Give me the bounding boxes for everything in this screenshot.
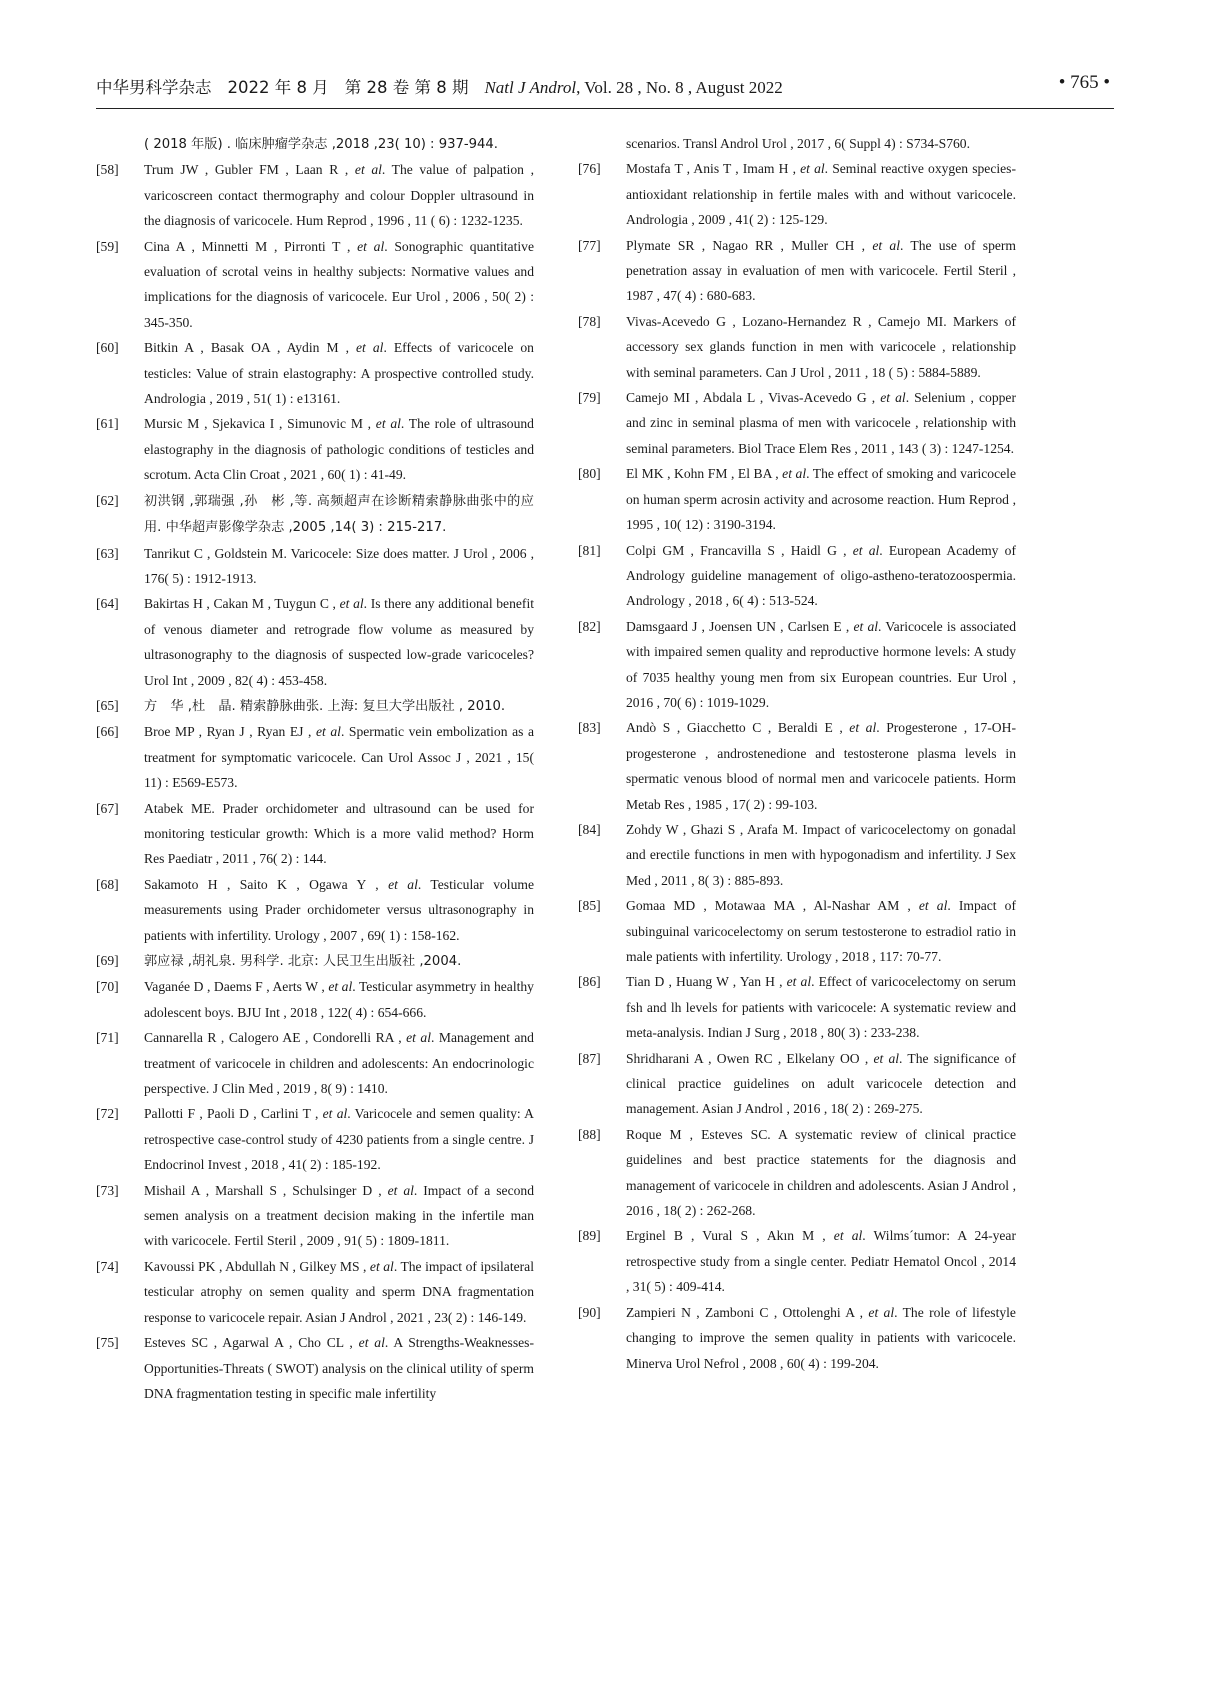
reference-number: [76] [578, 161, 601, 177]
reference-text [626, 817, 1016, 893]
reference-authors: Andò S , Giacchetto C , Beraldi E , [626, 720, 843, 736]
reference-text [144, 872, 534, 948]
right-column [578, 131, 1016, 1376]
reference-entry [96, 693, 534, 719]
reference-number: [79] [578, 390, 601, 406]
reference-number: [69] [96, 953, 119, 968]
reference-number: [89] [578, 1228, 601, 1244]
reference-entry [96, 157, 534, 233]
reference-details: . Effect of varicocelectomy on serum fsh and lh levels for patients with varicocele: A systematic review and meta-analysis. Indian J Surg , 2018 , 80( 3) : 233-238. [626, 974, 1017, 1041]
reference-text [144, 157, 534, 233]
reference-details: . Impact of subinguinal varicocelectomy on serum testosterone to estradiol ratio in male patients with infertility. Urology , 2018 , 117: 70-77. [626, 898, 1016, 964]
reference-et-al: et al [358, 1335, 385, 1351]
reference-number: [88] [578, 1126, 601, 1142]
reference-text [626, 385, 1016, 461]
reference-authors: Esteves SC , Agarwal A , Cho CL , [144, 1335, 353, 1351]
reference-text [144, 1330, 534, 1406]
reference-entry [578, 614, 1016, 716]
reference-et-al: et al [872, 237, 900, 253]
running-header [96, 74, 1114, 109]
reference-et-al: et al [833, 1228, 863, 1244]
reference-authors: Bakirtas H , Cakan M , Tuygun C , [144, 596, 336, 612]
reference-et-al: et al [849, 720, 877, 736]
reference-number: [66] [96, 724, 119, 740]
reference-entry [96, 974, 534, 1025]
reference-et-al: et al [853, 618, 879, 634]
reference-entry [578, 385, 1016, 461]
reference-et-al: et al [786, 974, 812, 990]
reference-authors: Erginel B , Vural S , Akın M , [626, 1228, 826, 1244]
reference-details: Vivas-Acevedo G , Lozano-Hernandez R , Camejo MI. Markers of accessory sex glands function in men with varicocele , relationship with seminal parameters. Can J Urol , 2011 , 18 ( 5) : 5884-5889. [626, 313, 1016, 380]
reference-text [144, 234, 534, 336]
reference-number: [81] [578, 542, 601, 558]
reference-authors: Pallotti F , Paoli D , Carlini T , [144, 1106, 319, 1122]
page-number: • 765 • [1058, 72, 1110, 93]
reference-number: [86] [578, 974, 601, 990]
reference-text [626, 156, 1016, 232]
left-column [96, 131, 534, 1406]
reference-details: Atabek ME. Prader orchidometer and ultrasound can be used for monitoring testicular growth: Which is a more valid method? Horm Res Paediatr , 2011 , 76( 2) : 144. [144, 800, 534, 867]
issue-en: , Vol. 28 , No. 8 , August 2022 [576, 78, 783, 97]
reference-et-al: et al [322, 1106, 348, 1122]
reference-text-cn: 郭应禄 ,胡礼泉. 男科学. 北京: 人民卫生出版社 ,2004. [144, 954, 462, 969]
reference-et-al: et al [868, 1304, 895, 1320]
reference-authors: Mursic M , Sjekavica I , Simunovic M , [144, 416, 372, 432]
reference-authors: Damsgaard J , Joensen UN , Carlsen E , [626, 618, 850, 634]
reference-authors: Mishail A , Marshall S , Schulsinger D , [144, 1182, 382, 1198]
reference-entry [578, 1223, 1016, 1299]
issue-date-cn: 2022 年 8 月 [227, 78, 329, 97]
reference-entry [96, 1025, 534, 1101]
reference-entry [578, 893, 1016, 969]
reference-number: [77] [578, 237, 601, 253]
reference-details: . The role of ultrasound elastography in the diagnosis of pathologic conditions of testicles and scrotum. Acta Clin Croat , 2021 , 60( 1) : 41-49. [144, 416, 534, 483]
reference-entry [96, 872, 534, 948]
reference-details: . Varicocele and semen quality: A retrospective case-control study of 4230 patients from a single centre. J Endocrinol Invest , 2018 , 41( 2) : 185-192. [144, 1106, 534, 1173]
reference-entry [578, 461, 1016, 537]
reference-authors: El MK , Kohn FM , El BA , [626, 466, 779, 482]
reference-details: . The significance of clinical practice guidelines on adult varicocele detection and management. Asian J Androl , 2016 , 18( 2) : 269-275. [626, 1050, 1016, 1117]
reference-details: . Effects of varicocele on testicles: Value of strain elastography: A prospective controlled study. Andrologia , 2019 , 51( 1) : e13161. [144, 340, 534, 407]
reference-entry [96, 1254, 534, 1330]
reference-number: [85] [578, 898, 601, 914]
reference-authors: Trum JW , Gubler FM , Laan R , [144, 162, 349, 178]
reference-entry [578, 538, 1016, 614]
reference-text [626, 715, 1016, 817]
reference-entry [578, 817, 1016, 893]
reference-et-al: et al [918, 898, 948, 914]
reference-authors: Camejo MI , Abdala L , Vivas-Acevedo G , [626, 390, 876, 406]
reference-number: [70] [96, 979, 119, 995]
reference-number: [78] [578, 313, 601, 329]
continuation-text: ( 2018 年版) . 临床肿瘤学杂志 ,2018 ,23( 10) : 937-944. [144, 137, 498, 152]
reference-number: [61] [96, 416, 119, 432]
reference-details: . The impact of ipsilateral testicular atrophy on semen quality and sperm DNA fragmentation response to varicocele repair. Asian J Androl , 2021 , 23( 2) : 146-149. [144, 1258, 534, 1325]
reference-details: . A Strengths-Weaknesses-Opportunities-Threats ( SWOT) analysis on the clinical utility of sperm DNA fragmentation testing in specific male infertility [144, 1335, 534, 1401]
reference-details: . Varicocele is associated with impaired semen quality and reproductive hormone levels: A study of 7035 healthy young men from six European countries. Eur Urol , 2016 , 70( 6) : 1019-1029. [626, 618, 1016, 710]
reference-authors: Bitkin A , Basak OA , Aydin M , [144, 340, 349, 356]
reference-entry [96, 591, 534, 693]
reference-details: . The role of lifestyle changing to improve the semen quality in patients with varicocele. Minerva Urol Nefrol , 2008 , 60( 4) : 199-204. [626, 1304, 1016, 1371]
reference-details: . The value of palpation , varicoscreen contact thermography and colour Doppler ultrasound in the diagnosis of varicocele. Hum Reprod , 1996 , 11 ( 6) : 1232-1235. [144, 162, 534, 229]
reference-number: [90] [578, 1304, 601, 1320]
reference-details: . The effect of smoking and varicocele on human sperm acrosin activity and acrosome reaction. Hum Reprod , 1995 , 10( 12) : 3190-3194. [626, 466, 1016, 533]
reference-et-al: et al [880, 390, 906, 406]
reference-et-al: et al [369, 1258, 394, 1274]
reference-number: [80] [578, 466, 601, 482]
reference-authors: Colpi GM , Francavilla S , Haidl G , [626, 542, 847, 558]
reference-entry [96, 335, 534, 411]
header-citation [96, 74, 783, 98]
reference-text [144, 411, 534, 487]
reference-text [626, 1046, 1016, 1122]
reference-number: [68] [96, 876, 119, 892]
volume-cn: 第 28 卷 第 8 期 [344, 78, 469, 97]
reference-text [144, 1101, 534, 1177]
reference-et-al: et al [388, 876, 418, 892]
reference-number: [83] [578, 720, 601, 736]
reference-text [626, 614, 1016, 716]
journal-name-cn: 中华男科学杂志 [96, 78, 212, 97]
reference-details: . Testicular volume measurements using Prader orchidometer versus ultrasonography in patients with infertility. Urology , 2007 , 69( 1) : 158-162. [144, 876, 534, 943]
reference-details: . The use of sperm penetration assay in evaluation of men with varicocele. Fertil Steril , 1987 , 47( 4) : 680-683. [626, 237, 1016, 304]
reference-number: [75] [96, 1335, 119, 1351]
reference-entry [96, 234, 534, 336]
reference-details: . Wilms´tumor: A 24-year retrospective study from a single center. Pediatr Hematol Oncol , 2014 , 31( 5) : 409-414. [626, 1228, 1016, 1295]
reference-number: [62] [96, 492, 119, 508]
reference-details: Zohdy W , Ghazi S , Arafa M. Impact of varicocelectomy on gonadal and erectile functions in men with hypogonadism and infertility. J Sex Med , 2011 , 8( 3) : 885-893. [626, 821, 1016, 888]
reference-authors: Broe MP , Ryan J , Ryan EJ , [144, 724, 312, 740]
reference-et-al: et al [375, 416, 401, 432]
reference-number: [67] [96, 800, 119, 816]
reference-text [144, 974, 534, 1025]
reference-entry [96, 719, 534, 795]
reference-number: [64] [96, 596, 119, 612]
reference-continuation [96, 131, 534, 157]
reference-number: [71] [96, 1030, 119, 1046]
journal-name-en: Natl J Androl [484, 78, 577, 97]
reference-text [144, 796, 534, 872]
reference-text [626, 461, 1016, 537]
reference-details: . Sonographic quantitative evaluation of scrotal veins in healthy subjects: Normative values and implications for the diagnosis of varicocele. Eur Urol , 2006 , 50( 2) : 345-350. [144, 238, 534, 330]
reference-continuation: scenarios. Transl Androl Urol , 2017 , 6( Suppl 4) : S734-S760. [626, 136, 971, 151]
reference-authors: Cannarella R , Calogero AE , Condorelli RA , [144, 1030, 402, 1046]
reference-number: [58] [96, 162, 119, 178]
reference-authors: Sakamoto H , Saito K , Ogawa Y , [144, 876, 379, 892]
reference-text [144, 335, 534, 411]
reference-details: . Seminal reactive oxygen species-antioxidant relationship in fertile males with and without varicocele. Andrologia , 2009 , 41( 2) : 125-129. [626, 161, 1016, 228]
reference-entry [578, 1046, 1016, 1122]
reference-authors: Plymate SR , Nagao RR , Muller CH , [626, 237, 866, 253]
reference-entry [96, 1178, 534, 1254]
reference-entry [578, 1300, 1016, 1376]
reference-text [626, 1223, 1016, 1299]
reference-text-cn: 初洪钢 ,郭瑞强 ,孙 彬 ,等. 高频超声在诊断精索静脉曲张中的应用. 中华超声影像学杂志 ,2005 ,14( 3) : 215-217. [144, 493, 534, 536]
reference-number: [74] [96, 1258, 119, 1274]
reference-authors: Shridharani A , Owen RC , Elkelany OO , [626, 1050, 869, 1066]
reference-text [144, 488, 534, 541]
reference-authors: Kavoussi PK , Abdullah N , Gilkey MS , [144, 1258, 367, 1274]
reference-text [626, 1300, 1016, 1376]
reference-et-al: et al [782, 466, 807, 482]
reference-text [626, 233, 1016, 309]
reference-text [626, 1122, 1016, 1224]
reference-details: . Spermatic vein embolization as a treatment for symptomatic varicocele. Can Urol Assoc J , 2021 , 15( 11) : E569-E573. [144, 724, 534, 791]
reference-text [144, 948, 534, 974]
reference-text-cn: 方 华 ,杜 晶. 精索静脉曲张. 上海: 复旦大学出版社 , 2010. [144, 698, 506, 714]
reference-details: . Is there any additional benefit of venous diameter and retrograde flow volume as measured by ultrasonography to the diagnosis of suspected low-grade varicoceles? Urol Int , 2009 , 82( 4) : 453-458. [144, 596, 535, 688]
reference-number: [63] [96, 545, 119, 561]
reference-entry [96, 1330, 534, 1406]
reference-entry [578, 309, 1016, 385]
reference-entry [96, 488, 534, 541]
reference-et-al: et al [800, 161, 825, 177]
reference-entry [96, 1101, 534, 1177]
reference-text [626, 309, 1016, 385]
reference-entry [578, 715, 1016, 817]
reference-details: . European Academy of Andrology guideline management of oligo-astheno-teratozoospermia. Andrology , 2018 , 6( 4) : 513-524. [626, 542, 1016, 609]
reference-authors: Gomaa MD , Motawaa MA , Al-Nashar AM , [626, 898, 911, 914]
reference-details: . Testicular asymmetry in healthy adolescent boys. BJU Int , 2018 , 122( 4) : 654-666. [144, 979, 534, 1020]
reference-text [144, 1025, 534, 1101]
reference-number: [65] [96, 697, 119, 713]
reference-number: [82] [578, 618, 601, 634]
reference-et-al: et al [357, 238, 385, 254]
reference-et-al: et al [406, 1030, 431, 1046]
reference-entry [578, 156, 1016, 232]
reference-details: . Management and treatment of varicocele in children and adolescents: An endocrinologic perspective. J Clin Med , 2019 , 8( 9) : 1410. [144, 1030, 534, 1097]
reference-text [626, 969, 1016, 1045]
reference-et-al: et al [354, 162, 382, 178]
reference-text [144, 719, 534, 795]
reference-number: [87] [578, 1050, 601, 1066]
reference-et-al: et al [356, 340, 384, 356]
reference-text [144, 693, 534, 719]
reference-et-al: et al [328, 979, 353, 995]
reference-authors: Zampieri N , Zamboni C , Ottolenghi A , [626, 1304, 864, 1320]
reference-number: [84] [578, 821, 601, 837]
reference-details: Roque M , Esteves SC. A systematic review of clinical practice guidelines and best practice statements for the diagnosis and management of varicocele in children and adolescents. Asian J Androl , 2016 , 18( 2) : 262-268. [626, 1126, 1016, 1219]
reference-text [626, 893, 1016, 969]
reference-text [144, 1178, 534, 1254]
reference-authors: Mostafa T , Anis T , Imam H , [626, 161, 796, 177]
reference-text [144, 591, 534, 693]
reference-text [144, 541, 534, 592]
reference-number: [60] [96, 340, 119, 356]
reference-entry [96, 411, 534, 487]
reference-details: . Progesterone , 17-OH-progesterone , androstenedione and testosterone plasma levels in spermatic venous blood of normal men and varicocele patients. Horm Metab Res , 1985 , 17( 2) : 99-103. [626, 720, 1016, 812]
reference-authors: Cina A , Minnetti M , Pirronti T , [144, 238, 351, 254]
reference-details: . Selenium , copper and zinc in seminal plasma of men with varicocele , relationship with seminal parameters. Biol Trace Elem Res , 2011 , 143 ( 3) : 1247-1254. [626, 390, 1016, 456]
reference-number: [73] [96, 1182, 119, 1198]
reference-et-al: et al [339, 596, 364, 612]
reference-entry [578, 1122, 1016, 1224]
reference-authors: Vaganée D , Daems F , Aerts W , [144, 979, 325, 995]
reference-et-al: et al [387, 1182, 414, 1198]
reference-details: Tanrikut C , Goldstein M. Varicocele: Size does matter. J Urol , 2006 , 176( 5) : 1912-1913. [144, 545, 534, 586]
reference-authors: Tian D , Huang W , Yan H , [626, 974, 783, 990]
reference-entry [96, 796, 534, 872]
reference-number: [59] [96, 238, 119, 254]
reference-entry [96, 948, 534, 974]
reference-details: . Impact of a second semen analysis on a treatment decision making in the infertile man with varicocele. Fertil Steril , 2009 , 91( 5) : 1809-1811. [144, 1182, 534, 1249]
reference-text [144, 1254, 534, 1330]
reference-number: [72] [96, 1106, 119, 1122]
reference-entry [96, 541, 534, 592]
reference-et-al: et al [873, 1050, 900, 1066]
reference-entry [578, 969, 1016, 1045]
reference-text [626, 538, 1016, 614]
reference-entry [578, 233, 1016, 309]
reference-et-al: et al [852, 542, 880, 558]
reference-et-al: et al [316, 724, 341, 740]
